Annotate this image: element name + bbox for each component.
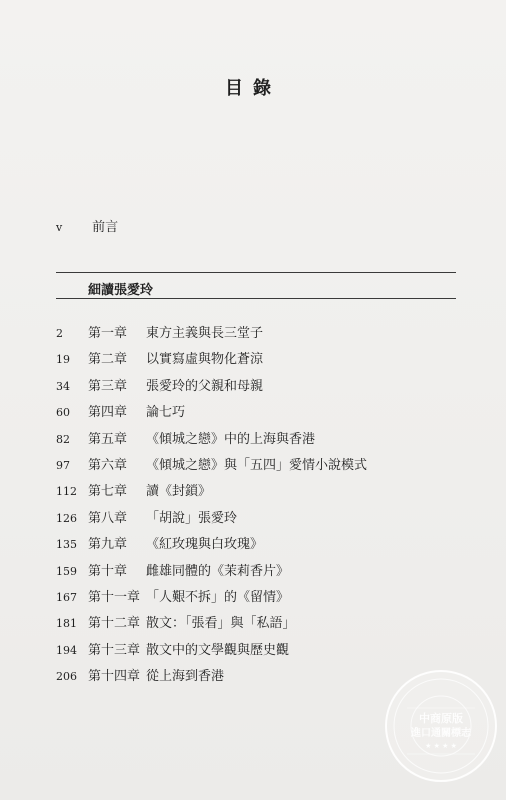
- chapter-number: 第十三章: [88, 642, 141, 658]
- chapter-page-number: 60: [56, 406, 70, 420]
- chapter-page-number: 112: [56, 485, 77, 499]
- chapter-title: 《紅玫瑰與白玫瑰》: [146, 537, 264, 553]
- chapter-number: 第十二章: [88, 616, 141, 632]
- toc-entry: [56, 327, 367, 353]
- toc-entry: [56, 565, 367, 591]
- chapter-page-number: 194: [56, 643, 77, 657]
- chapter-title: 散文中的文學觀與歷史觀: [146, 642, 290, 658]
- toc-entry: [56, 485, 367, 511]
- chapter-page-number: 82: [56, 432, 70, 446]
- chapter-title: 「人艱不拆」的《留情》: [146, 589, 290, 605]
- chapter-title: 張愛玲的父親和母親: [146, 378, 264, 394]
- chapter-title: 以實寫虛與物化蒼涼: [146, 352, 264, 368]
- toc-entry: [56, 591, 367, 617]
- toc-entry: [56, 406, 367, 432]
- chapter-number: 第十章: [88, 563, 128, 579]
- chapter-title: 從上海到香港: [146, 669, 225, 685]
- chapter-page-number: 159: [56, 564, 77, 578]
- toc-entry: [56, 459, 367, 485]
- chapter-title: 讀《封鎖》: [146, 484, 212, 500]
- chapter-number: 第三章: [88, 378, 128, 394]
- seal-line-2: 進口通關標志: [411, 728, 471, 739]
- chapter-title: 雌雄同體的《茉莉香片》: [146, 563, 290, 579]
- preface-entry: [56, 216, 118, 235]
- section-top-rule: [56, 272, 456, 273]
- toc-entry: [56, 538, 367, 564]
- chapter-page-number: 206: [56, 670, 77, 684]
- chapter-number: 第七章: [88, 484, 128, 500]
- section-title: 細讀張愛玲: [88, 283, 154, 298]
- chapter-list: [56, 327, 367, 696]
- chapter-number: 第九章: [88, 537, 128, 553]
- page-title: 目錄: [225, 78, 281, 99]
- chapter-number: 第八章: [88, 510, 128, 526]
- chapter-page-number: 97: [56, 458, 70, 472]
- toc-entry: [56, 380, 367, 406]
- preface-page-number: v: [56, 221, 63, 234]
- chapter-number: 第五章: [88, 431, 128, 447]
- chapter-page-number: 135: [56, 538, 77, 552]
- chapter-page-number: 2: [56, 327, 63, 340]
- import-seal-watermark: [383, 668, 499, 784]
- chapter-number: 第二章: [88, 352, 128, 368]
- chapter-title: 《傾城之戀》中的上海與香港: [146, 431, 316, 447]
- svg-text:★ ★ ★ ★: ★ ★ ★ ★: [425, 742, 457, 750]
- toc-entry: [56, 644, 367, 670]
- toc-entry: [56, 512, 367, 538]
- toc-entry: [56, 670, 367, 696]
- chapter-page-number: 167: [56, 590, 77, 604]
- chapter-title: 《傾城之戀》與「五四」愛情小說模式: [146, 457, 368, 473]
- chapter-number: 第六章: [88, 457, 128, 473]
- toc-entry: [56, 433, 367, 459]
- chapter-number: 第四章: [88, 405, 128, 421]
- chapter-title: 論七巧: [146, 405, 186, 421]
- chapter-title: 「胡說」張愛玲: [146, 510, 238, 526]
- chapter-page-number: 34: [56, 379, 70, 393]
- toc-entry: [56, 617, 367, 643]
- chapter-page-number: 126: [56, 511, 77, 525]
- preface-label: 前言: [92, 220, 119, 235]
- seal-line-1: 中商原版: [419, 712, 463, 725]
- chapter-page-number: 181: [56, 617, 77, 631]
- chapter-number: 第十一章: [88, 589, 141, 605]
- chapter-number: 第一章: [88, 326, 128, 341]
- chapter-page-number: 19: [56, 353, 70, 367]
- chapter-title: 散文：「張看」與「私語」: [146, 616, 296, 632]
- chapter-title: 東方主義與長三堂子: [146, 326, 264, 341]
- toc-entry: [56, 353, 367, 379]
- chapter-number: 第十四章: [88, 669, 141, 685]
- section-bottom-rule: [56, 298, 456, 299]
